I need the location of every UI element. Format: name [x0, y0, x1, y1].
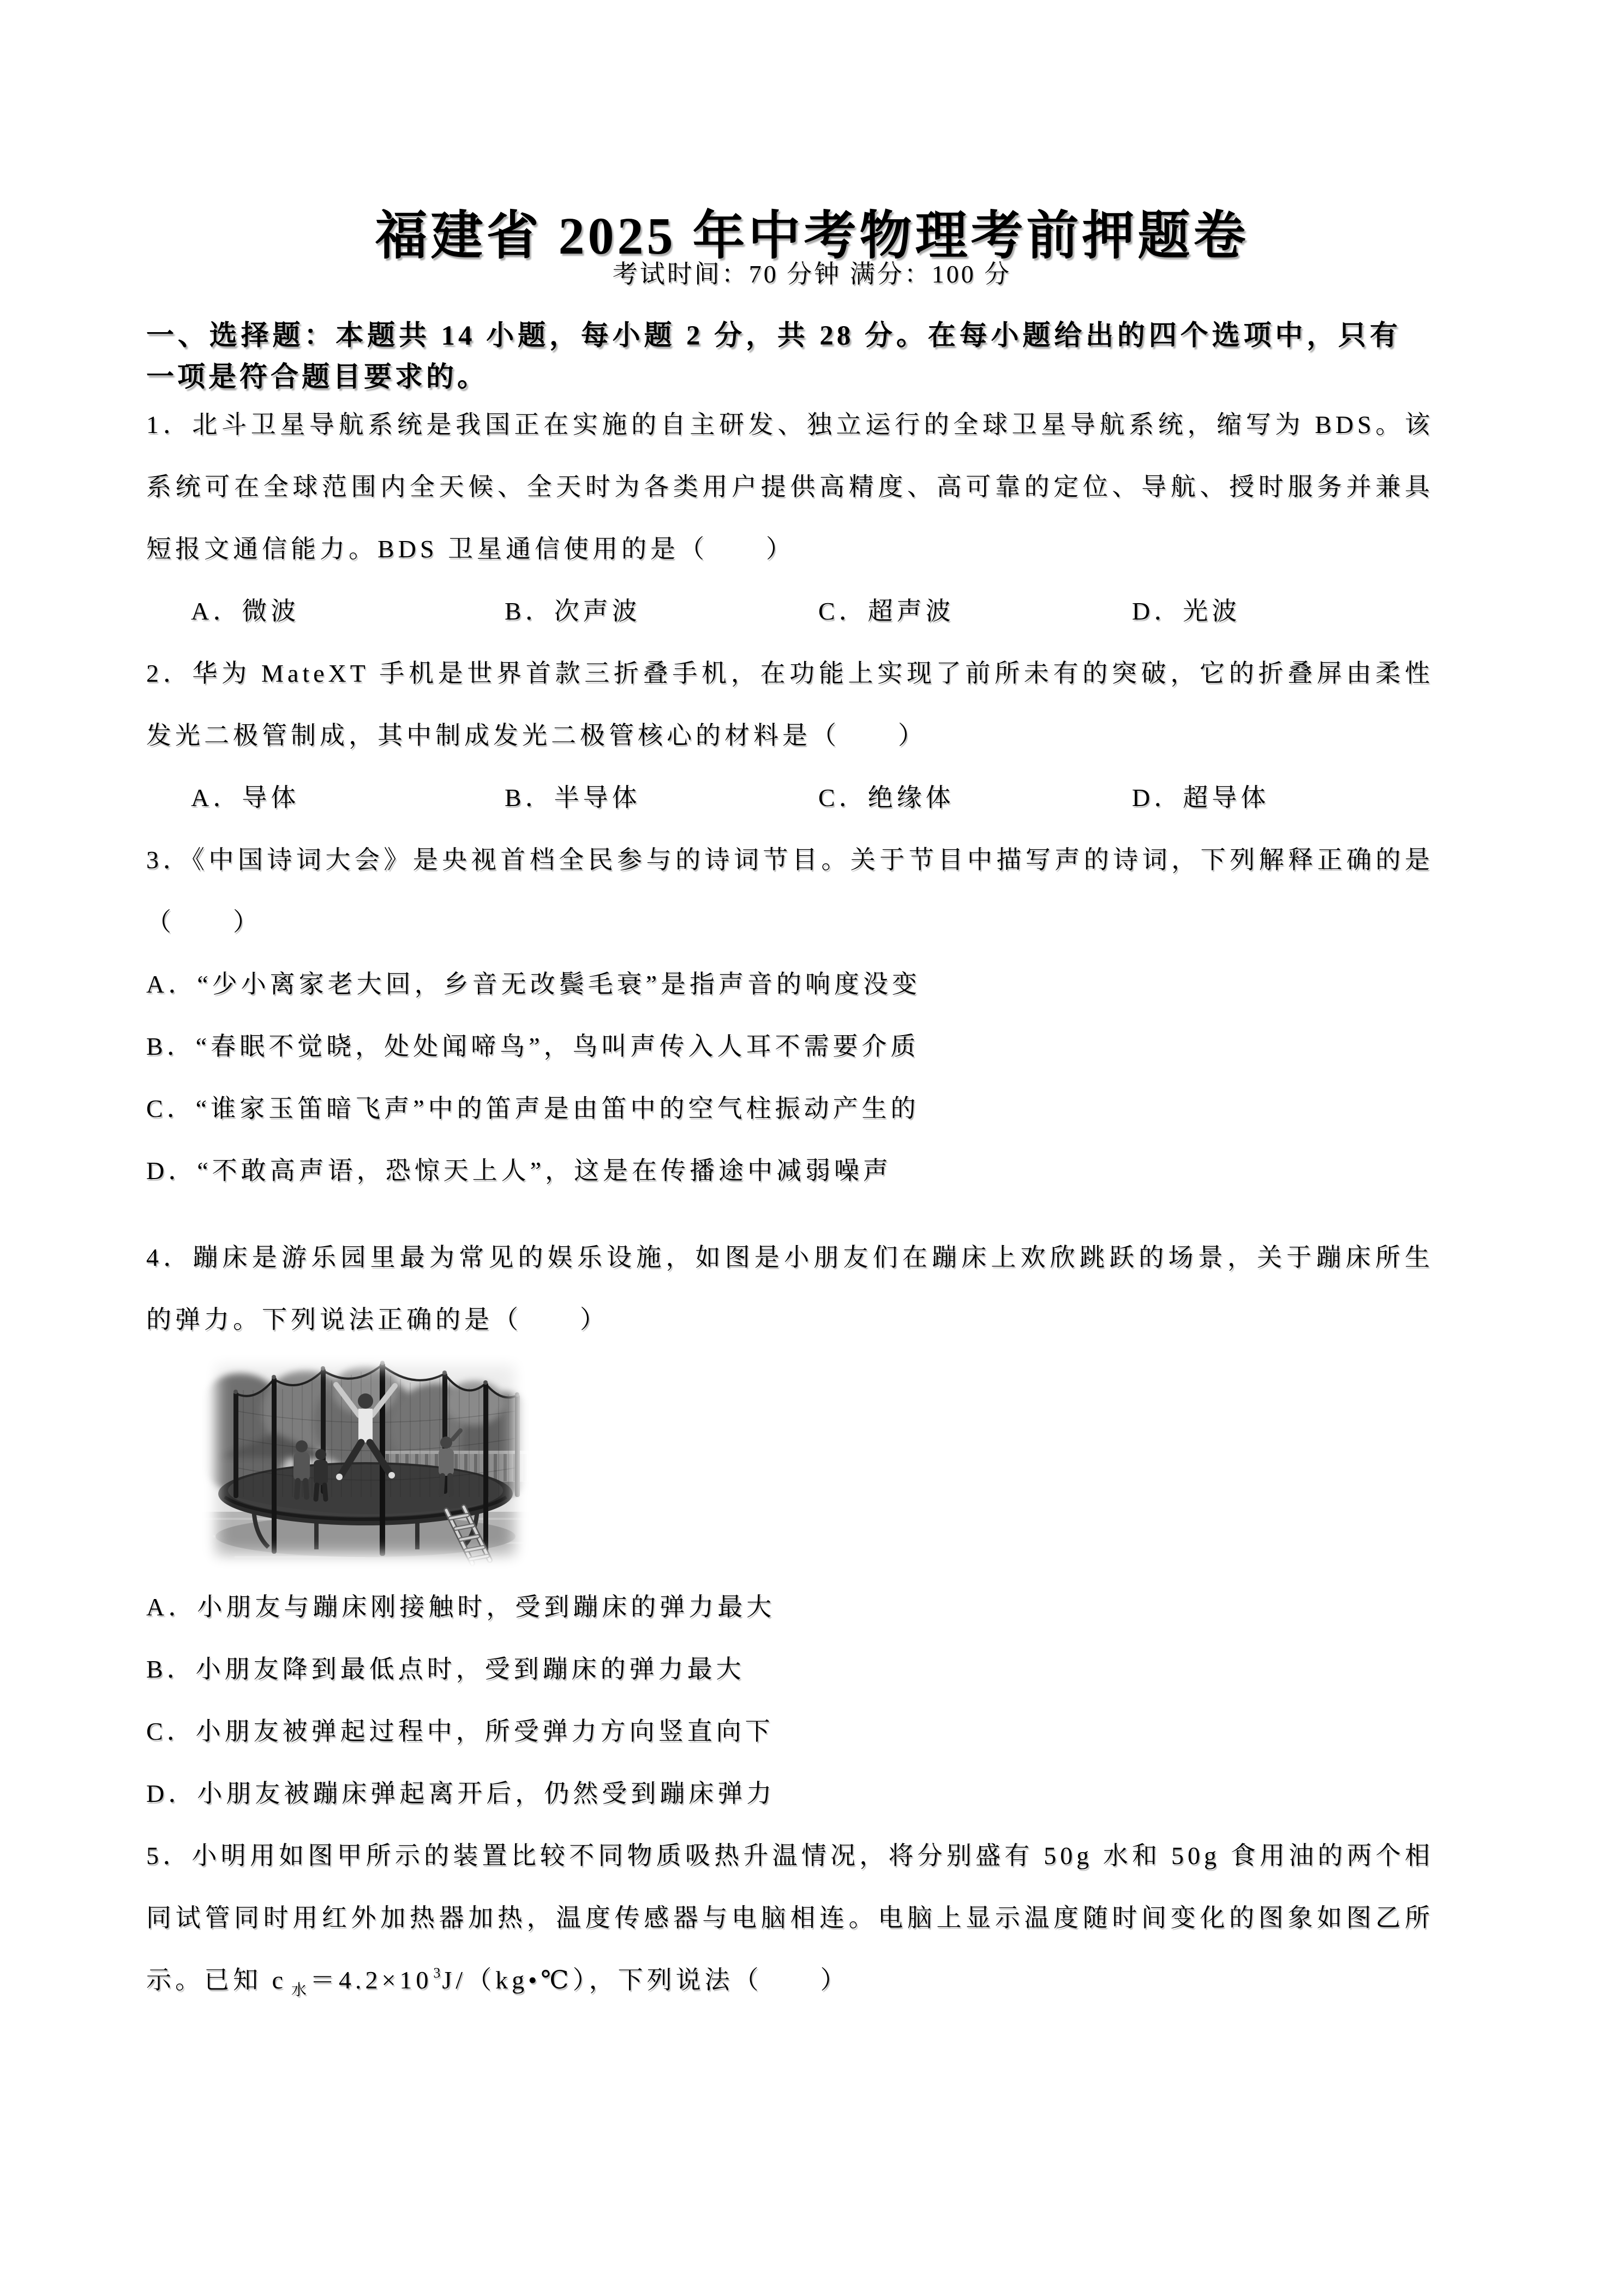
question-4-option-c: C．小朋友被弹起过程中，所受弹力方向竖直向下 — [146, 1717, 774, 1745]
question-2-stem: 2．华为 MateXT 手机是世界首款三折叠手机，在功能上实现了前所未有的突破，它的折叠屏由柔性发光二极管制成，其中制成发光二极管核心的材料是（ ） — [146, 659, 1434, 749]
question-2-options — [146, 767, 1434, 829]
trampoline-illustration — [202, 1351, 529, 1569]
exponent-superscript: 3 — [433, 1965, 441, 1981]
question-1 — [146, 394, 1434, 642]
question-1-option-d: D．光波 — [1132, 597, 1241, 625]
specific-heat-unit: J/（kg•℃），下列说法（ ） — [442, 1966, 849, 1994]
question-3-stem: 3．《中国诗词大会》是央视首档全民参与的诗词节目。关于节目中描写声的诗词，下列解释正确的是（ ） — [146, 846, 1434, 936]
page-title: 福建省 2025 年中考物理考前押题卷 — [375, 207, 1249, 266]
question-5-stem-text: 5．小明用如图甲所示的装置比较不同物质吸热升温情况，将分别盛有 50g 水和 50g 食用油的两个相同试管同时用红外加热器加热，温度传感器与电脑相连。电脑上显示温度随时间变化的图象如图乙所示。已知 c — [146, 1842, 1434, 1994]
question-1-stem: 1．北斗卫星导航系统是我国正在实施的自主研发、独立运行的全球卫星导航系统，缩写为 BDS。该系统可在全球范围内全天候、全天时为各类用户提供高精度、高可靠的定位、导航、授时服务并兼具短报文通信能力。BDS 卫星通信使用的是（ ） — [146, 411, 1434, 563]
section-heading: 一、选择题：本题共 14 小题，每小题 2 分，共 28 分。在每小题给出的四个选项中，只有一项是符合题目要求的。 — [146, 321, 1401, 393]
question-1-option-a: A．微波 — [191, 597, 300, 625]
specific-heat-subscript: 水 — [291, 1982, 308, 1999]
exam-meta: 考试时间：70 分钟 满分：100 分 — [612, 260, 1012, 288]
question-3-option-a: A．“少小离家老大回，乡音无改鬓毛衰”是指声音的响度没变 — [146, 970, 921, 998]
question-2-option-b: B．半导体 — [505, 784, 641, 812]
question-5-stem — [146, 1825, 1434, 2015]
question-2-option-a: A．导体 — [191, 784, 300, 812]
question-4-options — [146, 1576, 1434, 1825]
question-1-option-c: C．超声波 — [818, 597, 955, 625]
question-1-option-b: B．次声波 — [505, 597, 641, 625]
question-4-option-b: B．小朋友降到最低点时，受到蹦床的弹力最大 — [146, 1655, 745, 1683]
question-3-option-b: B．“春眠不觉晓，处处闻啼鸟”，鸟叫声传入人耳不需要介质 — [146, 1032, 920, 1060]
question-1-options — [146, 580, 1434, 642]
question-4 — [146, 1227, 1434, 1825]
question-4-stem: 4．蹦床是游乐园里最为常见的娱乐设施，如图是小朋友们在蹦床上欢欣跳跃的场景，关于蹦床所生的弹力。下列说法正确的是（ ） — [146, 1243, 1434, 1333]
question-5 — [146, 1825, 1434, 2015]
trampoline-photo — [202, 1351, 529, 1569]
question-3 — [146, 829, 1434, 1202]
question-2-option-c: C．绝缘体 — [818, 784, 955, 812]
question-4-option-d: D．小朋友被蹦床弹起离开后，仍然受到蹦床弹力 — [146, 1780, 776, 1807]
question-3-option-c: C．“谁家玉笛暗飞声”中的笛声是由笛中的空气柱振动产生的 — [146, 1095, 920, 1122]
specific-heat-value: ＝4.2×10 — [309, 1966, 433, 1994]
question-4-option-a: A．小朋友与蹦床刚接触时，受到蹦床的弹力最大 — [146, 1593, 776, 1621]
question-2 — [146, 642, 1434, 829]
question-2-option-d: D．超导体 — [1132, 784, 1270, 812]
question-3-option-d: D．“不敢高声语，恐惊天上人”，这是在传播途中减弱噪声 — [146, 1157, 892, 1185]
